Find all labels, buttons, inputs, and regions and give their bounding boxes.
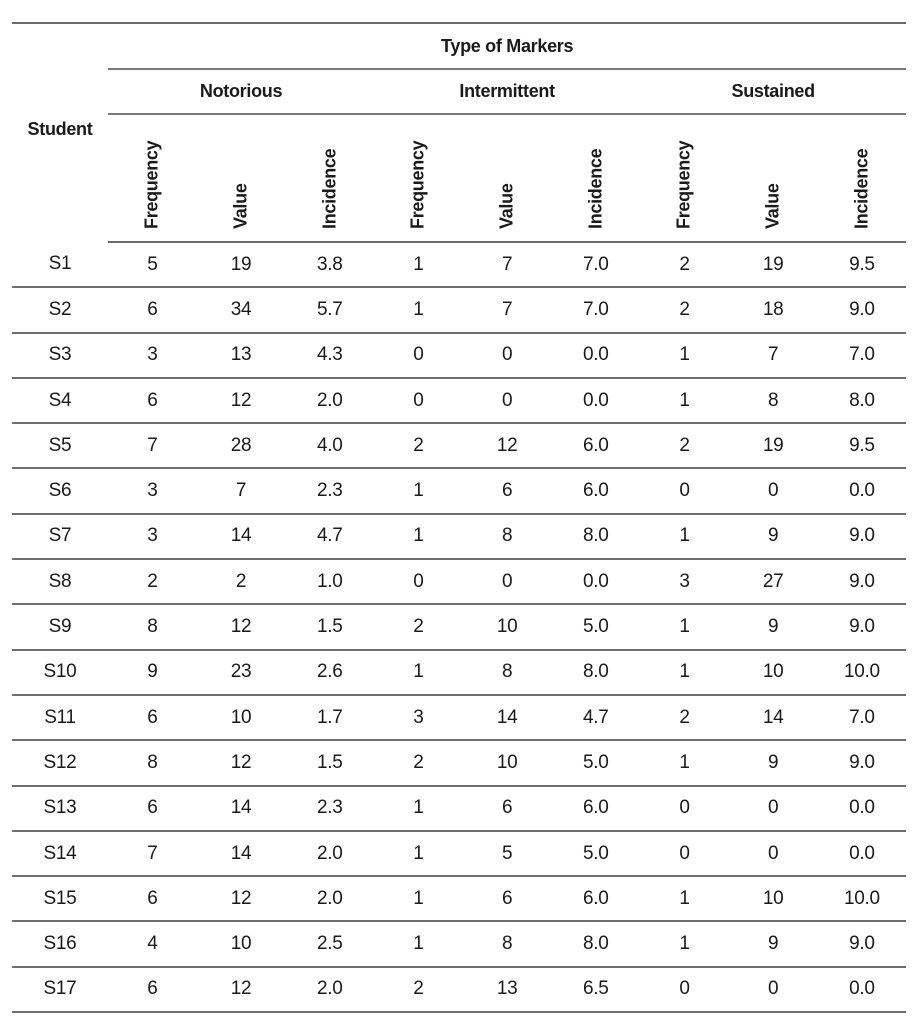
cell-sustained-incidence: 9.0 [818,514,907,559]
cell-sustained-value: 9 [729,514,818,559]
cell-intermittent-frequency: 3 [374,695,463,740]
cell-sustained-value: 0 [729,967,818,1012]
cell-intermittent-incidence: 0.0 [551,559,640,604]
cell-student: S7 [12,514,108,559]
subheader-notorious-value [197,114,286,242]
cell-intermittent-value: 0 [463,559,552,604]
cell-intermittent-frequency: 2 [374,604,463,649]
cell-student: S15 [12,876,108,921]
group-header-sustained: Sustained [640,69,906,114]
cell-sustained-incidence: 10.0 [818,650,907,695]
cell-intermittent-value: 7 [463,242,552,287]
cell-intermittent-incidence: 7.0 [551,242,640,287]
cell-intermittent-value: 12 [463,423,552,468]
cell-intermittent-value: 10 [463,604,552,649]
cell-sustained-incidence: 9.0 [818,921,907,966]
cell-student: S3 [12,333,108,378]
cell-notorious-frequency: 6 [108,378,197,423]
cell-sustained-value: 14 [729,695,818,740]
cell-intermittent-value: 8 [463,514,552,559]
cell-sustained-frequency: 3 [640,559,729,604]
cell-notorious-value: 12 [197,604,286,649]
cell-notorious-value: 7 [197,468,286,513]
table-row [12,740,906,785]
cell-student: S10 [12,650,108,695]
cell-sustained-value: 19 [729,242,818,287]
cell-intermittent-frequency: 0 [374,378,463,423]
cell-student: S16 [12,921,108,966]
cell-intermittent-incidence: 6.0 [551,876,640,921]
cell-intermittent-incidence: 8.0 [551,921,640,966]
cell-intermittent-frequency: 1 [374,242,463,287]
cell-notorious-incidence: 5.7 [285,287,374,332]
cell-notorious-incidence: 4.0 [285,423,374,468]
table-row [12,695,906,740]
table-row [12,876,906,921]
cell-notorious-value: 23 [197,650,286,695]
subheader-label: Frequency [673,140,694,229]
cell-sustained-value: 9 [729,604,818,649]
cell-sustained-incidence: 9.5 [818,242,907,287]
cell-sustained-value: 0 [729,831,818,876]
cell-notorious-incidence: 2.0 [285,378,374,423]
cell-intermittent-incidence: 6.0 [551,423,640,468]
cell-notorious-frequency: 3 [108,333,197,378]
cell-intermittent-value: 0 [463,378,552,423]
cell-notorious-frequency: 6 [108,287,197,332]
cell-intermittent-frequency: 1 [374,921,463,966]
cell-notorious-frequency: 7 [108,423,197,468]
subheader-label: Value [762,183,783,229]
cell-sustained-frequency: 2 [640,423,729,468]
cell-sustained-incidence: 10.0 [818,876,907,921]
cell-notorious-frequency: 3 [108,514,197,559]
row-header-student: Student [12,23,108,242]
subheader-intermittent-value [463,114,552,242]
cell-sustained-frequency: 2 [640,695,729,740]
cell-intermittent-incidence: 0.0 [551,378,640,423]
cell-notorious-frequency: 4 [108,921,197,966]
cell-notorious-value: 19 [197,242,286,287]
cell-notorious-frequency: 6 [108,695,197,740]
cell-sustained-incidence: 9.0 [818,604,907,649]
cell-notorious-incidence: 2.5 [285,921,374,966]
subheader-sustained-value [729,114,818,242]
cell-sustained-incidence: 0.0 [818,468,907,513]
cell-intermittent-incidence: 5.0 [551,831,640,876]
cell-intermittent-incidence: 6.0 [551,468,640,513]
cell-sustained-frequency: 1 [640,650,729,695]
cell-sustained-frequency: 1 [640,876,729,921]
cell-intermittent-incidence: 4.7 [551,695,640,740]
subheader-label: Value [230,183,251,229]
cell-notorious-incidence: 2.3 [285,786,374,831]
cell-notorious-incidence: 2.0 [285,831,374,876]
cell-intermittent-incidence: 8.0 [551,514,640,559]
cell-intermittent-incidence: 6.0 [551,786,640,831]
cell-notorious-value: 12 [197,740,286,785]
cell-student: S13 [12,786,108,831]
cell-sustained-value: 0 [729,468,818,513]
cell-sustained-frequency: 0 [640,831,729,876]
cell-intermittent-incidence: 5.0 [551,740,640,785]
cell-student: S1 [12,242,108,287]
cell-notorious-frequency: 7 [108,831,197,876]
cell-notorious-value: 10 [197,695,286,740]
cell-intermittent-value: 7 [463,287,552,332]
cell-notorious-incidence: 4.3 [285,333,374,378]
cell-notorious-incidence: 1.0 [285,559,374,604]
cell-student: S6 [12,468,108,513]
table-row [12,831,906,876]
subheader-label: Frequency [407,140,428,229]
subheader-label: Incidence [585,148,606,229]
cell-notorious-value: 14 [197,786,286,831]
cell-sustained-frequency: 0 [640,786,729,831]
cell-notorious-value: 12 [197,378,286,423]
cell-sustained-incidence: 0.0 [818,967,907,1012]
cell-notorious-frequency: 6 [108,967,197,1012]
cell-intermittent-value: 8 [463,921,552,966]
cell-notorious-value: 10 [197,921,286,966]
cell-sustained-frequency: 1 [640,514,729,559]
table-row [12,378,906,423]
subheader-notorious-frequency [108,114,197,242]
cell-sustained-frequency: 2 [640,242,729,287]
cell-notorious-value: 12 [197,876,286,921]
cell-sustained-frequency: 1 [640,921,729,966]
cell-notorious-incidence: 1.7 [285,695,374,740]
cell-sustained-frequency: 1 [640,604,729,649]
subheader-label: Frequency [141,140,162,229]
cell-student: S12 [12,740,108,785]
cell-notorious-incidence: 4.7 [285,514,374,559]
subheader-label: Incidence [319,148,340,229]
cell-notorious-incidence: 2.3 [285,468,374,513]
table-row [12,921,906,966]
table-row [12,604,906,649]
cell-intermittent-value: 0 [463,333,552,378]
cell-notorious-value: 12 [197,967,286,1012]
cell-intermittent-value: 10 [463,740,552,785]
cell-intermittent-frequency: 0 [374,559,463,604]
cell-sustained-value: 7 [729,333,818,378]
cell-intermittent-value: 14 [463,695,552,740]
cell-sustained-incidence: 9.0 [818,287,907,332]
table-body [12,242,906,1012]
subheader-intermittent-frequency [374,114,463,242]
cell-student: S5 [12,423,108,468]
cell-notorious-incidence: 1.5 [285,604,374,649]
cell-sustained-value: 18 [729,287,818,332]
cell-sustained-incidence: 0.0 [818,831,907,876]
cell-notorious-value: 13 [197,333,286,378]
subheader-label: Incidence [851,148,872,229]
cell-notorious-frequency: 6 [108,786,197,831]
cell-sustained-value: 27 [729,559,818,604]
cell-notorious-frequency: 5 [108,242,197,287]
cell-notorious-value: 2 [197,559,286,604]
subheader-sustained-incidence [818,114,907,242]
cell-sustained-value: 9 [729,921,818,966]
table-row [12,967,906,1012]
cell-intermittent-incidence: 7.0 [551,287,640,332]
cell-notorious-frequency: 3 [108,468,197,513]
cell-sustained-frequency: 1 [640,378,729,423]
table-row [12,514,906,559]
cell-student: S17 [12,967,108,1012]
cell-notorious-incidence: 3.8 [285,242,374,287]
cell-sustained-incidence: 9.0 [818,740,907,785]
cell-notorious-incidence: 2.0 [285,876,374,921]
cell-notorious-incidence: 1.5 [285,740,374,785]
cell-intermittent-value: 8 [463,650,552,695]
cell-sustained-incidence: 0.0 [818,786,907,831]
cell-notorious-frequency: 9 [108,650,197,695]
cell-sustained-frequency: 0 [640,468,729,513]
group-header-intermittent: Intermittent [374,69,640,114]
cell-notorious-frequency: 8 [108,604,197,649]
cell-intermittent-value: 13 [463,967,552,1012]
cell-sustained-frequency: 1 [640,740,729,785]
table-row [12,559,906,604]
cell-notorious-value: 34 [197,287,286,332]
cell-sustained-frequency: 2 [640,287,729,332]
cell-sustained-value: 8 [729,378,818,423]
cell-notorious-value: 28 [197,423,286,468]
table-row [12,786,906,831]
table-row [12,242,906,287]
cell-sustained-value: 10 [729,876,818,921]
cell-sustained-incidence: 7.0 [818,695,907,740]
cell-intermittent-frequency: 1 [374,831,463,876]
cell-intermittent-value: 6 [463,876,552,921]
cell-intermittent-frequency: 1 [374,786,463,831]
cell-notorious-frequency: 2 [108,559,197,604]
cell-intermittent-value: 6 [463,786,552,831]
cell-sustained-incidence: 7.0 [818,333,907,378]
cell-sustained-value: 19 [729,423,818,468]
cell-student: S9 [12,604,108,649]
subheader-intermittent-incidence [551,114,640,242]
cell-intermittent-frequency: 2 [374,967,463,1012]
subheader-sustained-frequency [640,114,729,242]
cell-notorious-incidence: 2.0 [285,967,374,1012]
table-row [12,333,906,378]
cell-student: S8 [12,559,108,604]
cell-intermittent-frequency: 1 [374,514,463,559]
cell-sustained-incidence: 9.0 [818,559,907,604]
cell-intermittent-frequency: 2 [374,740,463,785]
cell-student: S14 [12,831,108,876]
cell-sustained-value: 0 [729,786,818,831]
cell-intermittent-incidence: 5.0 [551,604,640,649]
markers-table [12,22,906,1013]
cell-intermittent-incidence: 8.0 [551,650,640,695]
cell-intermittent-value: 6 [463,468,552,513]
cell-sustained-frequency: 1 [640,333,729,378]
cell-student: S2 [12,287,108,332]
cell-sustained-incidence: 9.5 [818,423,907,468]
cell-notorious-frequency: 6 [108,876,197,921]
cell-intermittent-frequency: 2 [374,423,463,468]
cell-notorious-value: 14 [197,831,286,876]
table-row [12,287,906,332]
cell-intermittent-frequency: 0 [374,333,463,378]
cell-notorious-value: 14 [197,514,286,559]
cell-sustained-value: 10 [729,650,818,695]
cell-intermittent-frequency: 1 [374,468,463,513]
table-row [12,468,906,513]
cell-intermittent-incidence: 6.5 [551,967,640,1012]
subheader-notorious-incidence [285,114,374,242]
cell-intermittent-frequency: 1 [374,650,463,695]
cell-notorious-frequency: 8 [108,740,197,785]
cell-sustained-frequency: 0 [640,967,729,1012]
cell-intermittent-frequency: 1 [374,876,463,921]
table-row [12,650,906,695]
cell-student: S11 [12,695,108,740]
group-header-notorious: Notorious [108,69,374,114]
cell-intermittent-frequency: 1 [374,287,463,332]
cell-notorious-incidence: 2.6 [285,650,374,695]
subheader-label: Value [496,183,517,229]
cell-sustained-value: 9 [729,740,818,785]
cell-intermittent-incidence: 0.0 [551,333,640,378]
cell-sustained-incidence: 8.0 [818,378,907,423]
table-row [12,423,906,468]
cell-student: S4 [12,378,108,423]
cell-intermittent-value: 5 [463,831,552,876]
table-title: Type of Markers [108,23,906,69]
